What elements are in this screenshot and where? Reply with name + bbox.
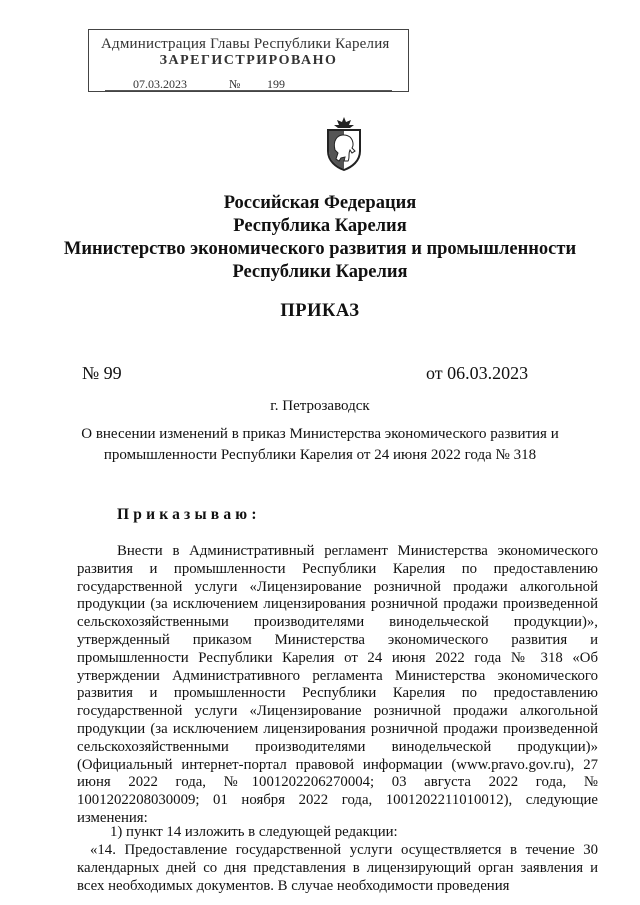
stamp-date: 07.03.2023 bbox=[133, 77, 187, 91]
paragraph-item-1: 1) пункт 14 изложить в следующей редакции: bbox=[110, 824, 398, 840]
header-federation: Российская Федерация bbox=[223, 193, 417, 213]
registration-stamp bbox=[88, 29, 409, 92]
order-subject bbox=[0, 424, 640, 466]
order-number: № 99 bbox=[82, 363, 122, 383]
paragraph-amendments: Внести в Административный регламент Министерства экономического развития и промышленности Республики Карелия по предоставлению государственной услуги «Лицензирование розничной продажи алкогольной продукции (за исключением лицензирования розничной продажи произведенной сельскохозяйственными производителями винодельческой продукции)», утвержденный приказом Министерства экономического развития и промышленности Республики Карелия от 24 июня 2022 года № 318 «Об утверждении Административного регламента Министерства экономического развития и промышленности Республики Карелия по предоставлению государственной услуги «Лицензирование розничной продажи алкогольной продукции (за исключением лицензирования розничной продажи произведенной сельскохозяйственными производителями винодельческой продукции)» (Официальный интернет-портал правовой информации (www.pravo.gov.ru), 27 июня 2022 года, №1001202206270004; 03 августа 2022 года, № 1001202208030009; 01 ноября 2022 года, 1001202211010012), следующие изменения: bbox=[77, 543, 598, 826]
order-keyword: Приказываю: bbox=[117, 506, 261, 523]
karelia-coat-of-arms-icon bbox=[324, 117, 364, 171]
header-ministry: Министерство экономического развития и промышленности bbox=[63, 239, 577, 259]
order-subject-text: О внесении изменений в приказ Министерства экономического развития и промышленности Республики Карелия от 24 июня 2022 года № 318 bbox=[81, 426, 559, 463]
stamp-underline bbox=[105, 90, 392, 91]
stamp-number: 199 bbox=[267, 77, 285, 91]
stamp-number-label: № bbox=[229, 77, 241, 91]
document-title: ПРИКАЗ bbox=[280, 301, 360, 321]
stamp-status: ЗАРЕГИСТРИРОВАНО bbox=[159, 53, 338, 68]
city: г. Петрозаводск bbox=[270, 398, 370, 414]
order-date: от 06.03.2023 bbox=[426, 363, 529, 383]
header-republic: Республика Карелия bbox=[233, 216, 407, 236]
paragraph-clause-14: «14. Предоставление государственной услуги осуществляется в течение 30 календарных дней со дня представления в лицензирующий орган заявления и всех необходимых документов. В случае необходимости проведения bbox=[77, 842, 598, 894]
header-ministry-republic: Республики Карелия bbox=[232, 262, 408, 282]
stamp-authority: Администрация Главы Республики Карелия bbox=[101, 36, 390, 52]
